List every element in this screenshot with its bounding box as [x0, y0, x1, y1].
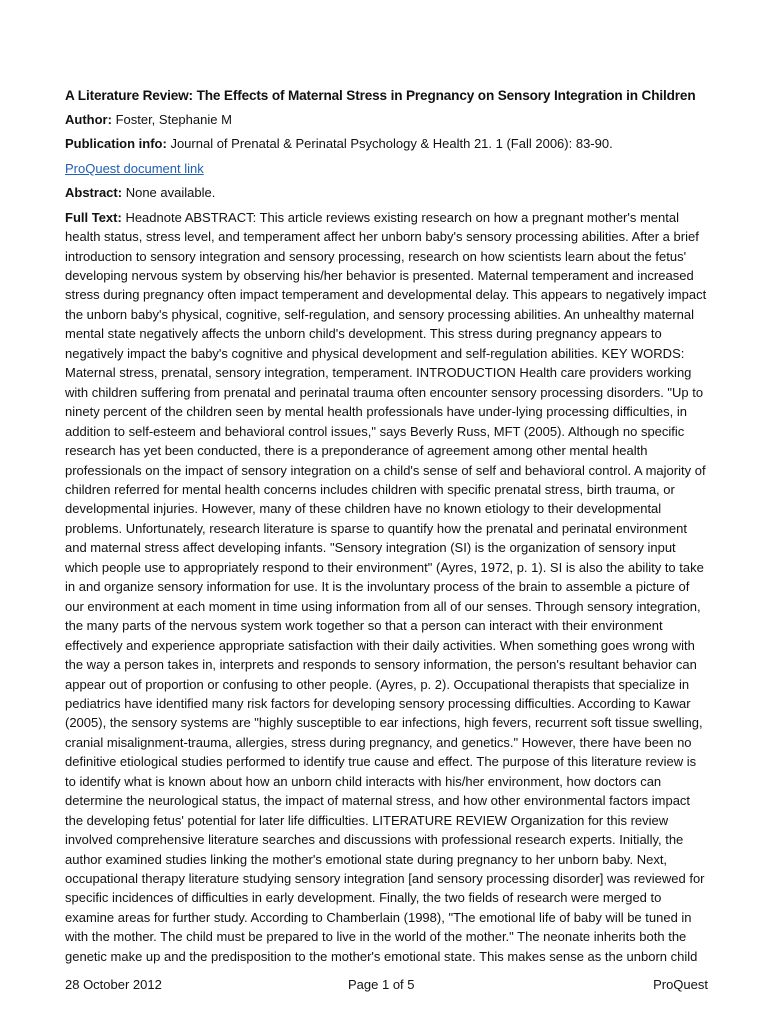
footer-source: ProQuest: [653, 977, 708, 992]
abstract-value: None available.: [125, 185, 216, 201]
author-value: Foster, Stephanie M: [115, 112, 232, 127]
author-field: [65, 110, 710, 129]
abstract-label: Abstract:: [65, 185, 123, 201]
document-title: A Literature Review: The Effects of Maternal Stress in Pregnancy on Sensory Integration in Children: [65, 88, 696, 103]
full-text-value: Headnote ABSTRACT: This article reviews existing research on how a pregnant mother's mental health status, stress level, and temperament affect her unborn baby's sensory processing abilities. After a brief introduction to sensory integration and sensory processing, research on how scientists learn about the fetus' developing nervous system by observing his/her behavior is presented. Maternal temperament and increased stress during pregnancy often impact temperament and developmental delay. This appears to negatively impact the unborn baby's physical, cognitive, self-regulation, and sensory processing abilities. An unhealthy maternal mental state negatively affects the unborn child's development. This stress during pregnancy appears to negatively impact the baby's cognitive and physical development and self-regulation abilities. KEY WORDS: Maternal stress, prenatal, sensory integration, temperament. INTRODUCTION Health care providers working with children suffering from prenatal and perinatal trauma often encounter sensory processing disorders. "Up to ninety percent of the children seen by mental health professionals have under-lying processing difficulties, in addition to self-esteem and behavioral control issues," says Beverly Russ, MFT (2005). Although no specific research has yet been conducted, there is a preponderance of agreement among other mental health professionals on the impact of sensory integration on a child's sense of self and behavioral control. A majority of children referred for mental health concerns includes children with specific prenatal stress, birth trauma, or developmental injuries. However, many of these children have no known etiology to their developmental problems. Unfortunately, research literature is sparse to quantify how the prenatal and perinatal environment and maternal stress affect developing infants. "Sensory integration (SI) is the organization of sensory input which people use to appropriately respond to their environment" (Ayres, 1972, p. 1). SI is also the ability to take in and organize sensory information for use. It is the involuntary process of the brain to assemble a picture of our environment at each moment in time using information from all of our senses. Through sensory integration, the many parts of the nervous system work together so that a person can interact with their environment effectively and experience appropriate satisfaction with their daily activities. When something goes wrong with the way a person takes in, interprets and responds to sensory information, the person's resultant behavior can appear out of proportion or confusing to other people. (Ayres, p. 2). Occupational therapists that specialize in pediatrics have identified many risk factors for developing sensory processing difficulties. According to Kawar (2005), the sensory systems are "highly susceptible to ear infections, high fevers, recurrent soft tissue swelling, cranial misalignment-trauma, allergies, stress during pregnancy, and genetics." However, there have been no definitive etiological studies performed to identify true cause and effect. The purpose of this literature review is to identify what is known about how an unborn child interacts with his/her environment, how doctors can determine the neurological status, the impact of maternal stress, and how other environmental factors impact the developing fetus' potential for later life difficulties. LITERATURE REVIEW Organization for this review involved comprehensive literature searches and discussions with professional research experts. Initially, the author examined studies linking the mother's emotional state during pregnancy to her unborn baby. Next, occupational therapy literature studying sensory integration [and sensory processing disorder] was reviewed for specific incidences of difficulties in early development. Finally, the two fields of research were merged to examine areas for further study. According to Chamberlain (1998), "The emotional life of baby will be tuned in with the mother. The child must be prepared to live in the world of the mother." The neonate inherits both the genetic make up and the predisposition to the mother's emotional state. This makes sense as the unborn child: [65, 209, 707, 964]
link-row: [65, 159, 710, 178]
footer-page-number: Page 1 of 5: [348, 977, 415, 992]
page-footer: [65, 976, 708, 994]
full-text-label: Full Text:: [65, 209, 122, 225]
abstract-field: [65, 183, 710, 202]
full-text-body: [65, 208, 710, 967]
author-label: Author:: [65, 112, 112, 127]
publication-info-value: Journal of Prenatal & Perinatal Psychology & Health 21. 1 (Fall 2006): 83-90.: [170, 136, 613, 152]
document-page: [65, 86, 710, 966]
publication-info-field: [65, 134, 710, 153]
footer-date: 28 October 2012: [65, 977, 162, 992]
proquest-document-link[interactable]: ProQuest document link: [65, 160, 204, 176]
publication-info-label: Publication info:: [65, 136, 167, 152]
